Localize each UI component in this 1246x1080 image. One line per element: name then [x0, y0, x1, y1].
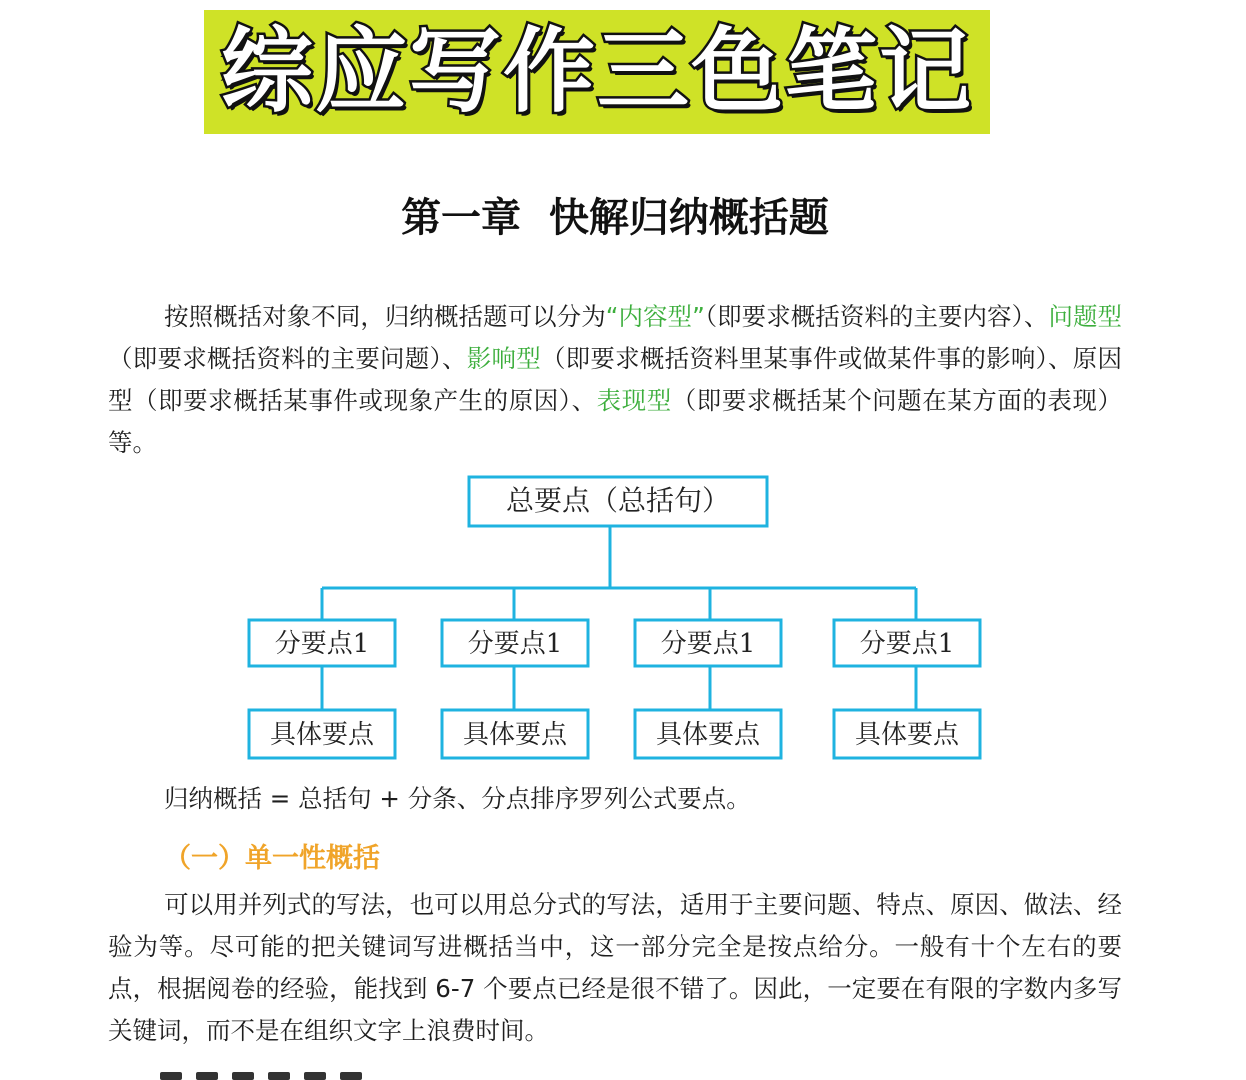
intro-highlight-manifestation-type: 表现型 [596, 386, 672, 415]
detail-label-4: 具体要点 [854, 720, 960, 750]
sub-point-label-2: 分要点1 [467, 629, 563, 659]
intro-highlight-impact-type: 影响型 [466, 344, 541, 373]
detail-label-1: 具体要点 [269, 720, 375, 750]
diagram-connectors [322, 526, 916, 710]
chapter-title: 第一章 快解归纳概括题 [401, 195, 829, 241]
banner-title: 综应写作三色笔记 [220, 18, 973, 125]
intro-highlight-problem-type: 问题型 [1048, 302, 1123, 331]
section-body-text: 可以用并列式的写法，也可以用总分式的写法，适用于主要问题、特点、原因、做法、经验为等。尽可能的把关键词写进概括当中，这一部分完全是按点给分。一般有十个左右的要点，根据阅卷的经验，能找到 6-7 个要点已经是很不错了。因此，一定要在有限的字数内多写关键词，而不是在组织文字上浪费时间。 [108, 890, 1122, 1045]
intro-text-2: （即要求概括资料的主要内容）、 [704, 302, 1049, 331]
sub-point-label-3: 分要点1 [660, 629, 756, 659]
intro-text-5: （即要求概括某个问题在某方面的表现）等。 [108, 386, 1123, 457]
section-heading: （一）单一性概括 [164, 843, 380, 874]
formula-line: 归纳概括 = 总括句 + 分条、分点排序罗列公式要点。 [164, 784, 751, 813]
intro-text-1: 按照概括对象不同，归纳概括题可以分为 [164, 302, 606, 331]
intro-text-3: （即要求概括资料的主要问题）、 [108, 344, 467, 373]
intro-text-4: （即要求概括资料里某事件或做某件事的影响）、原因型（即要求概括某事件或现象产生的原因）、 [108, 344, 1123, 415]
section-body [108, 884, 1122, 1052]
root-label: 总要点（总括句） [505, 484, 731, 517]
sub-point-label-1: 分要点1 [274, 629, 370, 659]
cut-off-next-line [160, 1062, 420, 1080]
intro-highlight-content-type: “内容型” [605, 302, 705, 331]
detail-label-2: 具体要点 [462, 720, 568, 750]
sub-point-label-4: 分要点1 [859, 629, 955, 659]
detail-label-3: 具体要点 [655, 720, 761, 750]
